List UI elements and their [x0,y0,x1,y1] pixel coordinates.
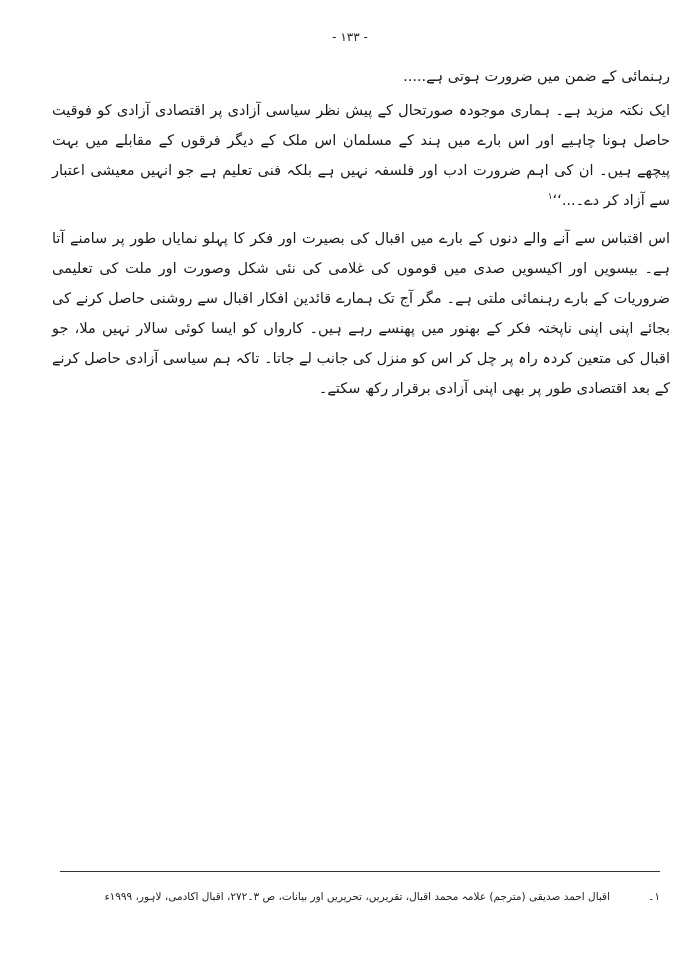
paragraph-text: رہنمائی کے ضمن میں ضرورت ہوتی ہے..... [403,69,670,85]
paragraph-text: ایک نکتہ مزید ہے۔ ہماری موجودہ صورتحال کے پیش نظر سیاسی آزادی پر اقتصادی آزادی کو فوقیت حاصل ہونا چاہیے اور اس بارے میں ہند کے مسلمان اس ملک کے دیگر فرقوں کے مقابلے میں بہت پیچھے ہیں۔ ان کی اہم ضرورت ادب اور فلسفہ نہیں ہے بلکہ فنی تعلیم ہے جو انہیں معیشی اعتبار سے آزاد کر دے۔...‘‘ [52,103,670,209]
paragraph-text: اس اقتباس سے آنے والے دنوں کے بارے میں اقبال کی بصیرت اور فکر کا پہلو نمایاں طور پر سامنے آتا ہے۔ بیسویں اور اکیسویں صدی میں قوموں کی غلامی کی نئی شکل وصورت اور ملت کی تعلیمی ضروریات کے بارے رہنمائی ملتی ہے۔ مگر آج تک ہمارے قائدین افکار اقبال سے روشنی حاصل کرنے کی بجائے اپنی اپنی ناپختہ فکر کے بھنور میں پھنسے رہے ہیں۔ کارواں کو ایسا کوئی سالار نہیں ملا، جو اقبال کی متعین کردہ راہ پر چل کر اس کو منزل کی جانب لے جاتا۔ تاکہ ہم سیاسی آزادی حاصل کرنے کے بعد اقتصادی طور پر بھی اپنی آزادی برقرار رکھ سکتے۔ [52,231,670,397]
footnote-number: ۱۔ [648,891,660,903]
paragraph-quote-ending [52,62,670,92]
footnote-reference[interactable]: ۱ [547,192,553,203]
page-body [52,62,670,412]
footnote [60,888,660,906]
page-number: - ۱۳۳ - [332,30,368,44]
paragraph-commentary [52,224,670,404]
footnote-citation: اقبال احمد صدیقی (مترجم) علامہ محمد اقبال، تقریریں، تحریریں اور بیانات، ص ۳۔۲۷۲، اقبال اکادمی، لاہور، ۱۹۹۹ء [104,891,610,903]
paragraph-quote [52,96,670,216]
footnote-separator [60,871,660,872]
